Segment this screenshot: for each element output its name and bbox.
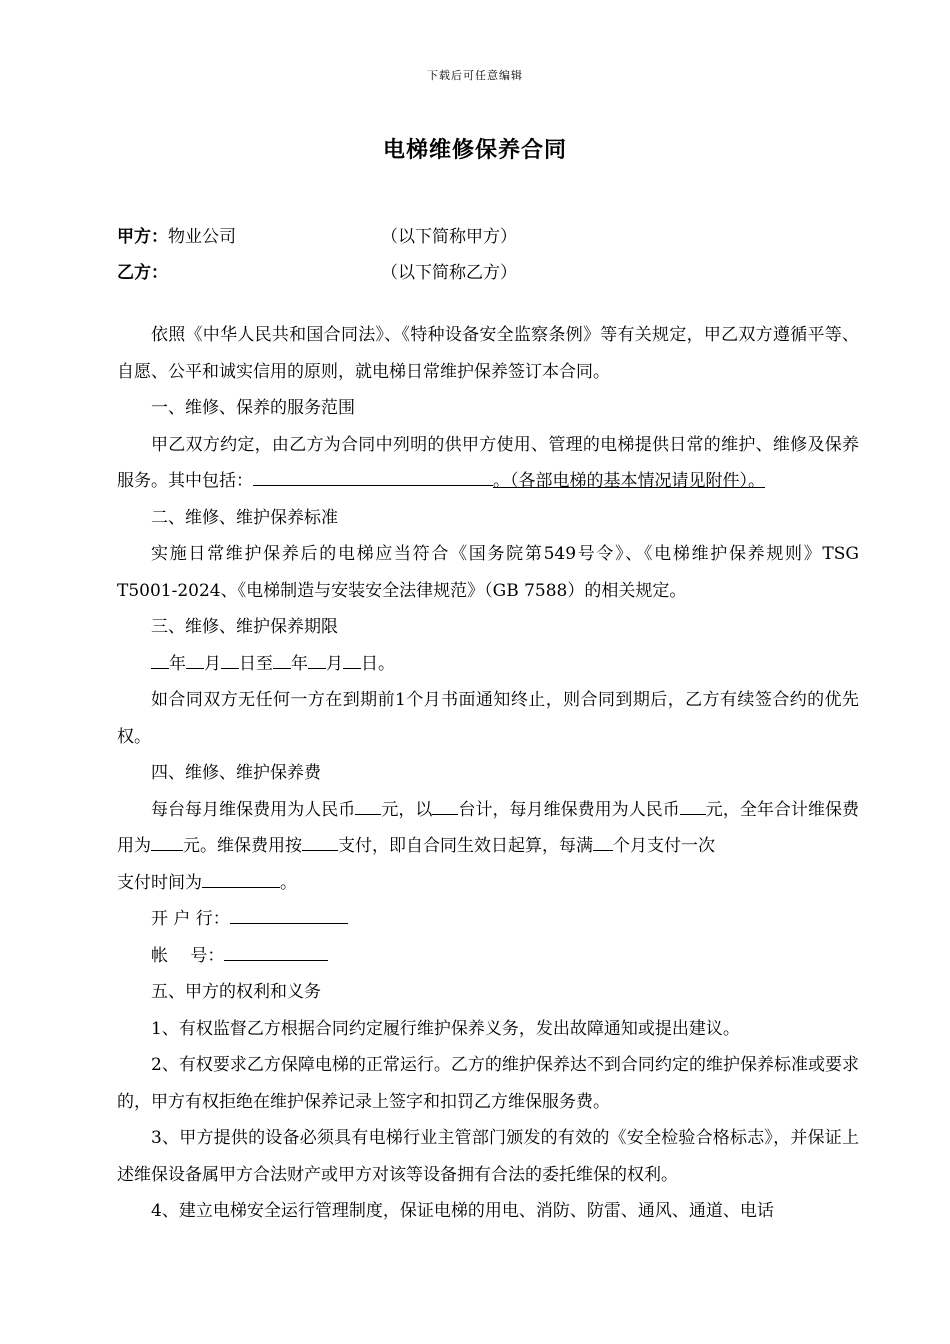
elevator-list-blank <box>253 467 493 486</box>
section-1-text: 甲乙双方约定，由乙方为合同中列明的供甲方使用、管理的电梯提供日常的维护、维修及保养服务。其中包括： 。（各部电梯的基本情况请见附件）。 <box>117 434 859 491</box>
end-month-blank <box>308 650 326 669</box>
section-1-annex-note: 。（各部电梯的基本情况请见附件）。 <box>493 471 765 491</box>
document-title: 电梯维修保养合同 <box>382 137 567 163</box>
payment-date-blank <box>202 869 280 888</box>
payment-method-blank <box>302 832 338 851</box>
party-a-label: 甲方： <box>117 227 168 247</box>
party-a-note: （以下简称甲方） <box>381 227 517 247</box>
account-line: 帐 号： <box>117 938 859 975</box>
intro-paragraph: 依照《中华人民共和国合同法》、《特种设备安全监察条例》等有关规定，甲乙双方遵循平等、自愿、公平和诚实信用的原则，就电梯日常维护保养签订本合同。 <box>117 325 859 382</box>
monthly-fee-blank <box>680 796 706 815</box>
start-day-blank <box>221 650 239 669</box>
unit-count-blank <box>432 796 458 815</box>
section-5-item: 2、有权要求乙方保障电梯的正常运行。乙方的维护保养达不到合同约定的维护保养标准或要求的，甲方有权拒绝在维护保养记录上签字和扣罚乙方维保服务费。 <box>117 1055 859 1112</box>
section-2-heading: 二、维修、维护保养标准 <box>151 507 338 528</box>
term-dates: 年 月 日至 年 月 日。 <box>117 646 859 683</box>
start-year-blank <box>151 650 169 669</box>
bank-blank <box>230 905 348 924</box>
party-a-line <box>117 222 517 247</box>
end-day-blank <box>343 650 361 669</box>
payment-period-blank <box>593 832 613 851</box>
section-4-heading: 四、维修、维护保养费 <box>151 763 321 783</box>
unit-fee-blank <box>355 796 381 815</box>
section-5-item: 4、建立电梯安全运行管理制度，保证电梯的用电、消防、防雷、通风、通道、电话 <box>151 1201 774 1221</box>
party-a-value: 物业公司 <box>168 227 236 247</box>
contract-body <box>117 317 859 1230</box>
start-month-blank <box>186 650 204 669</box>
end-year-blank <box>273 650 291 669</box>
section-3-heading: 三、维修、维护保养期限 <box>151 617 338 637</box>
section-1-heading: 一、维修、保养的服务范围 <box>151 398 355 418</box>
section-5-item: 3、甲方提供的设备必须具有电梯行业主管部门颁发的有效的《安全检验合格标志》，并保证上述维保设备属甲方合法财产或甲方对该等设备拥有合法的委托维保的权利。 <box>117 1128 859 1185</box>
section-2-text: 实施日常维护保养后的电梯应当符合《国务院第549号令》、《电梯维护保养规则》TSG T5001-2024、《电梯制造与安装安全法律规范》（GB 7588）的相关规定。 <box>117 544 859 601</box>
party-b-line <box>117 258 517 283</box>
header-note: 下载后可任意编辑 <box>427 69 523 82</box>
annual-fee-blank <box>151 832 183 851</box>
section-5-heading: 五、甲方的权利和义务 <box>151 982 321 1002</box>
fee-paragraph: 每台每月维保费用为人民币 元，以 台计，每月维保费用为人民币 元，全年合计维保费用为 元。维保费用按 支付，即自合同生效日起算，每满 个月支付一次 支付时间为 。 <box>117 792 859 902</box>
bank-line: 开 户 行： <box>117 901 859 938</box>
party-b-note: （以下简称乙方） <box>381 263 517 283</box>
section-5-item: 1、有权监督乙方根据合同约定履行维护保养义务，发出故障通知或提出建议。 <box>151 1018 740 1039</box>
account-blank <box>224 942 328 961</box>
party-b-label: 乙方： <box>117 263 168 283</box>
renewal-clause: 如合同双方无任何一方在到期前1个月书面通知终止，则合同到期后，乙方有续签合约的优先权。 <box>117 690 859 747</box>
